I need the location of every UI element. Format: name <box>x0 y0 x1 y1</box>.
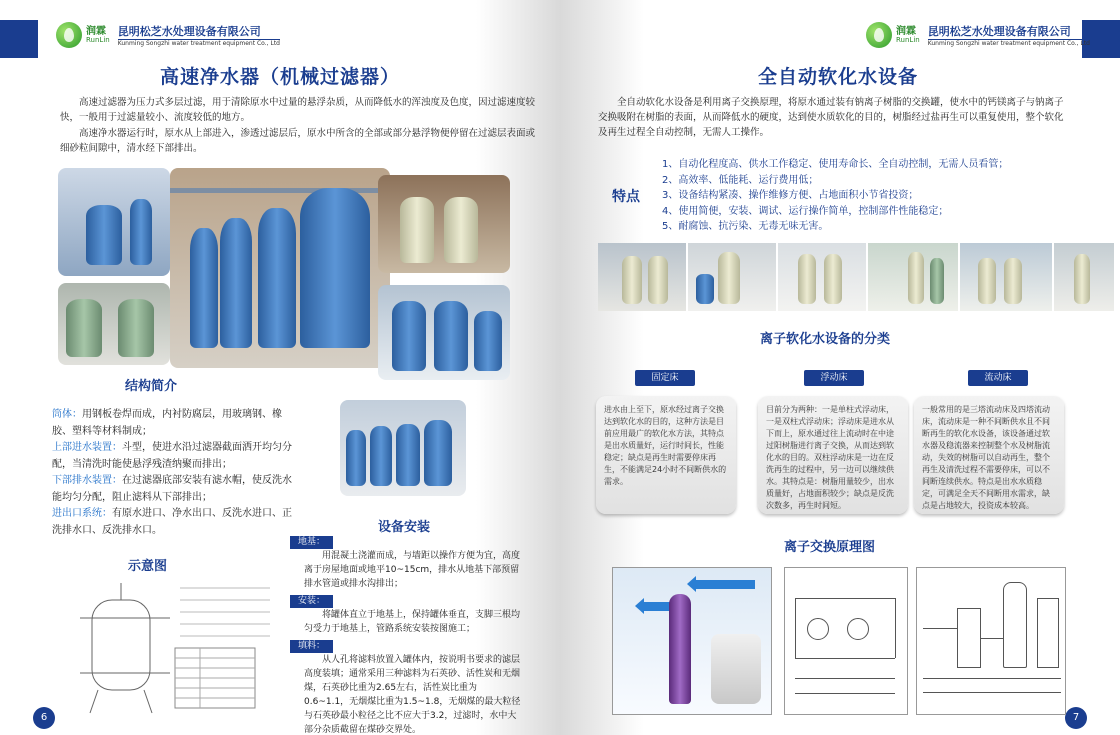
softener-photo <box>960 243 1052 311</box>
logo-text-cn: 润霖 <box>86 25 106 37</box>
company-name-en: Kunming Songzhi water treatment equipment Co., Ltd <box>927 40 1090 47</box>
features-heading: 特点 <box>612 189 640 205</box>
company-name-en: Kunming Songzhi water treatment equipment Co., Ltd <box>117 40 280 47</box>
valve-icon <box>847 618 869 640</box>
install-section <box>290 532 522 735</box>
corner-decoration <box>0 20 38 58</box>
logo-text-en: RunLin <box>86 35 110 44</box>
class-description-moving-bed: 一般常用的是三塔流动床及四塔流动床，流动床是一种不间断供水且不间断再生的软化水设备，该设备通过软水器及稳流器来控制整个水及树脂流动，失效的树脂可以自动再生，整个再生及清洗过程不需要停床，可以不间断连续供水。特点是出水水质稳定，可满足全天不间断用水需求，缺点是占地较大，投资成本较高。 <box>914 396 1064 514</box>
structure-list <box>52 407 292 539</box>
photo-outdoor-filter-tanks <box>58 168 170 276</box>
classification-heading: 离子软化水设备的分类 <box>760 332 891 347</box>
valve-schematic <box>784 567 908 715</box>
page-number: 6 <box>33 707 55 729</box>
class-tab-floating-bed: 浮动床 <box>804 370 864 386</box>
feature-item: 5、耐腐蚀、抗污染、无毒无味无害。 <box>662 221 829 232</box>
feature-item: 4、使用简便，安装、调试、运行操作简单，控制部件性能稳定； <box>662 205 949 217</box>
brine-tank-icon <box>711 634 761 704</box>
header-logo <box>56 22 280 48</box>
softener-photo <box>868 243 958 311</box>
structure-heading: 结构简介 <box>125 379 178 394</box>
softener-photo <box>1054 243 1114 311</box>
photo-green-filter-tanks <box>58 283 170 365</box>
flow-arrow-icon <box>695 580 755 589</box>
intro-paragraph: 全自动软化水设备是利用离子交换原理，将原水通过装有钠离子树脂的交换罐，使水中的钙镁离子与钠离子交换吸附在树脂的表面，从而降低水的硬度，达到使水质软化的目的，树脂经过盐再生可以重复使用，整个软化及再生过程全自动控制，无需人工操作。 <box>598 97 1064 138</box>
softener-photo <box>778 243 866 311</box>
feature-item: 2、高效率、低能耗、运行费用低； <box>662 174 819 186</box>
structure-item: 进出口系统：有原水进口、净水出口、反洗水进口、正洗排水口、反洗排水口。 <box>52 508 292 536</box>
ion-exchange-illustration <box>612 567 772 715</box>
logo-text-en: RunLin <box>896 35 920 44</box>
page-title-right: 全自动软化水设备 <box>758 66 919 88</box>
install-heading: 设备安装 <box>378 520 431 535</box>
class-description-fixed-bed: 进水由上至下，原水经过离子交换达到软化水的目的，这种方法是目前应用最广的软化水方法，其特点是出水质量好，运行时间长，性能稳定；缺点是再生时需要停床再生，不能满足24小时不间断供水的需求。 <box>596 396 736 514</box>
feature-item: 3、设备结构紧凑、操作维修方便、占地面积小节省投资； <box>662 190 919 201</box>
feature-item: 1、自动化程度高、供水工作稳定、使用寿命长、全自动控制，无需人员看管； <box>662 159 1009 170</box>
page-number: 7 <box>1065 707 1087 729</box>
class-description-floating-bed: 目前分为两种：一是单柱式浮动床，一是双柱式浮动床；浮动床是进水从下而上，原水通过往上流动时在中途过阳树脂进行离子交换，从而达到软化水的目的。双柱浮动床是一边在反洗再生的过程中，另一边可以继续供水。其特点是：树脂用量较少，出水质量好，占地面积较少；缺点是反洗次数多，再生时间短。 <box>758 396 908 514</box>
principle-heading: 离子交换原理图 <box>784 540 876 555</box>
install-item: 安装： 将罐体直立于地基上，保持罐体垂直，支脚三根均匀受力于地基上，管路系统安装按图施工； <box>290 591 522 636</box>
intro-paragraph-2: 高速净水器运行时，原水从上部进入，渗透过滤层后，原水中所含的全部或部分悬浮物便停留在过滤层表面或细砂粒间隙中，清水经下部排出。 <box>60 128 536 154</box>
structure-item: 筒体：用钢板卷焊而成，内衬防腐层，用玻璃钢、橡胶、塑料等材料制成； <box>52 409 282 437</box>
structure-item: 下部排水装置：在过滤器底部安装有滤水帽，使反洗水能均匀分配，阻止滤料从下部排出； <box>52 475 292 503</box>
header-logo <box>866 22 1090 48</box>
photo-pale-filter-tanks <box>378 175 510 273</box>
softener-photo <box>598 243 686 311</box>
softener-photo <box>688 243 776 311</box>
features-list <box>662 157 1082 235</box>
structure-item: 上部进水装置：斗型，使进水沿过滤器截面洒开均匀分配，当清洗时能使悬浮残渣纳聚而排出； <box>52 442 292 470</box>
company-name-cn: 昆明松芝水处理设备有限公司 <box>118 23 280 40</box>
water-drop-logo-icon <box>56 22 82 48</box>
resin-tank-icon <box>669 594 691 704</box>
softener-photo-strip <box>598 243 1114 311</box>
photo-blue-filter-tanks <box>378 285 510 380</box>
logo-text-cn: 润霖 <box>896 25 916 37</box>
install-item: 地基： 用混凝土浇灌而成，与墙距以操作方便为宜，高度离于房屋地面或地平10~15cm，排水从地基下部预留排水管道或排水沟排出； <box>290 532 522 591</box>
photo-filter-row <box>340 400 466 496</box>
intro-paragraph-1: 高速过滤器为压力式多层过滤，用于清除原水中过量的悬浮杂质，从而降低水的浑浊度及色度，因过滤速度较快，一般用于过滤量较小、流度较低的地方。 <box>60 97 536 123</box>
install-item: 填料： 从人孔将滤料放置入罐体内，按说明书要求的滤层高度装填；通常采用三种滤料为石英砂、活性炭和无烟煤，石英砂比重为2.65左右，活性炭比重为0.6~1.1，无烟煤比重为1.5~1.8，无烟煤的最大粒径与石英砂最小粒径之比不应大于3.2，过滤时，水中大部分杂质截留在煤砂交界处。 <box>290 636 522 735</box>
process-schematic <box>916 567 1066 715</box>
photo-filter-room-main <box>170 168 390 368</box>
water-drop-logo-icon <box>866 22 892 48</box>
class-tab-fixed-bed: 固定床 <box>635 370 695 386</box>
company-name-cn: 昆明松芝水处理设备有限公司 <box>928 23 1090 40</box>
page-title: 高速净水器（机械过滤器） <box>160 66 401 88</box>
valve-icon <box>807 618 829 640</box>
class-tab-moving-bed: 流动床 <box>968 370 1028 386</box>
diagram-heading: 示意图 <box>128 559 168 574</box>
filter-schematic-diagram <box>80 578 275 718</box>
